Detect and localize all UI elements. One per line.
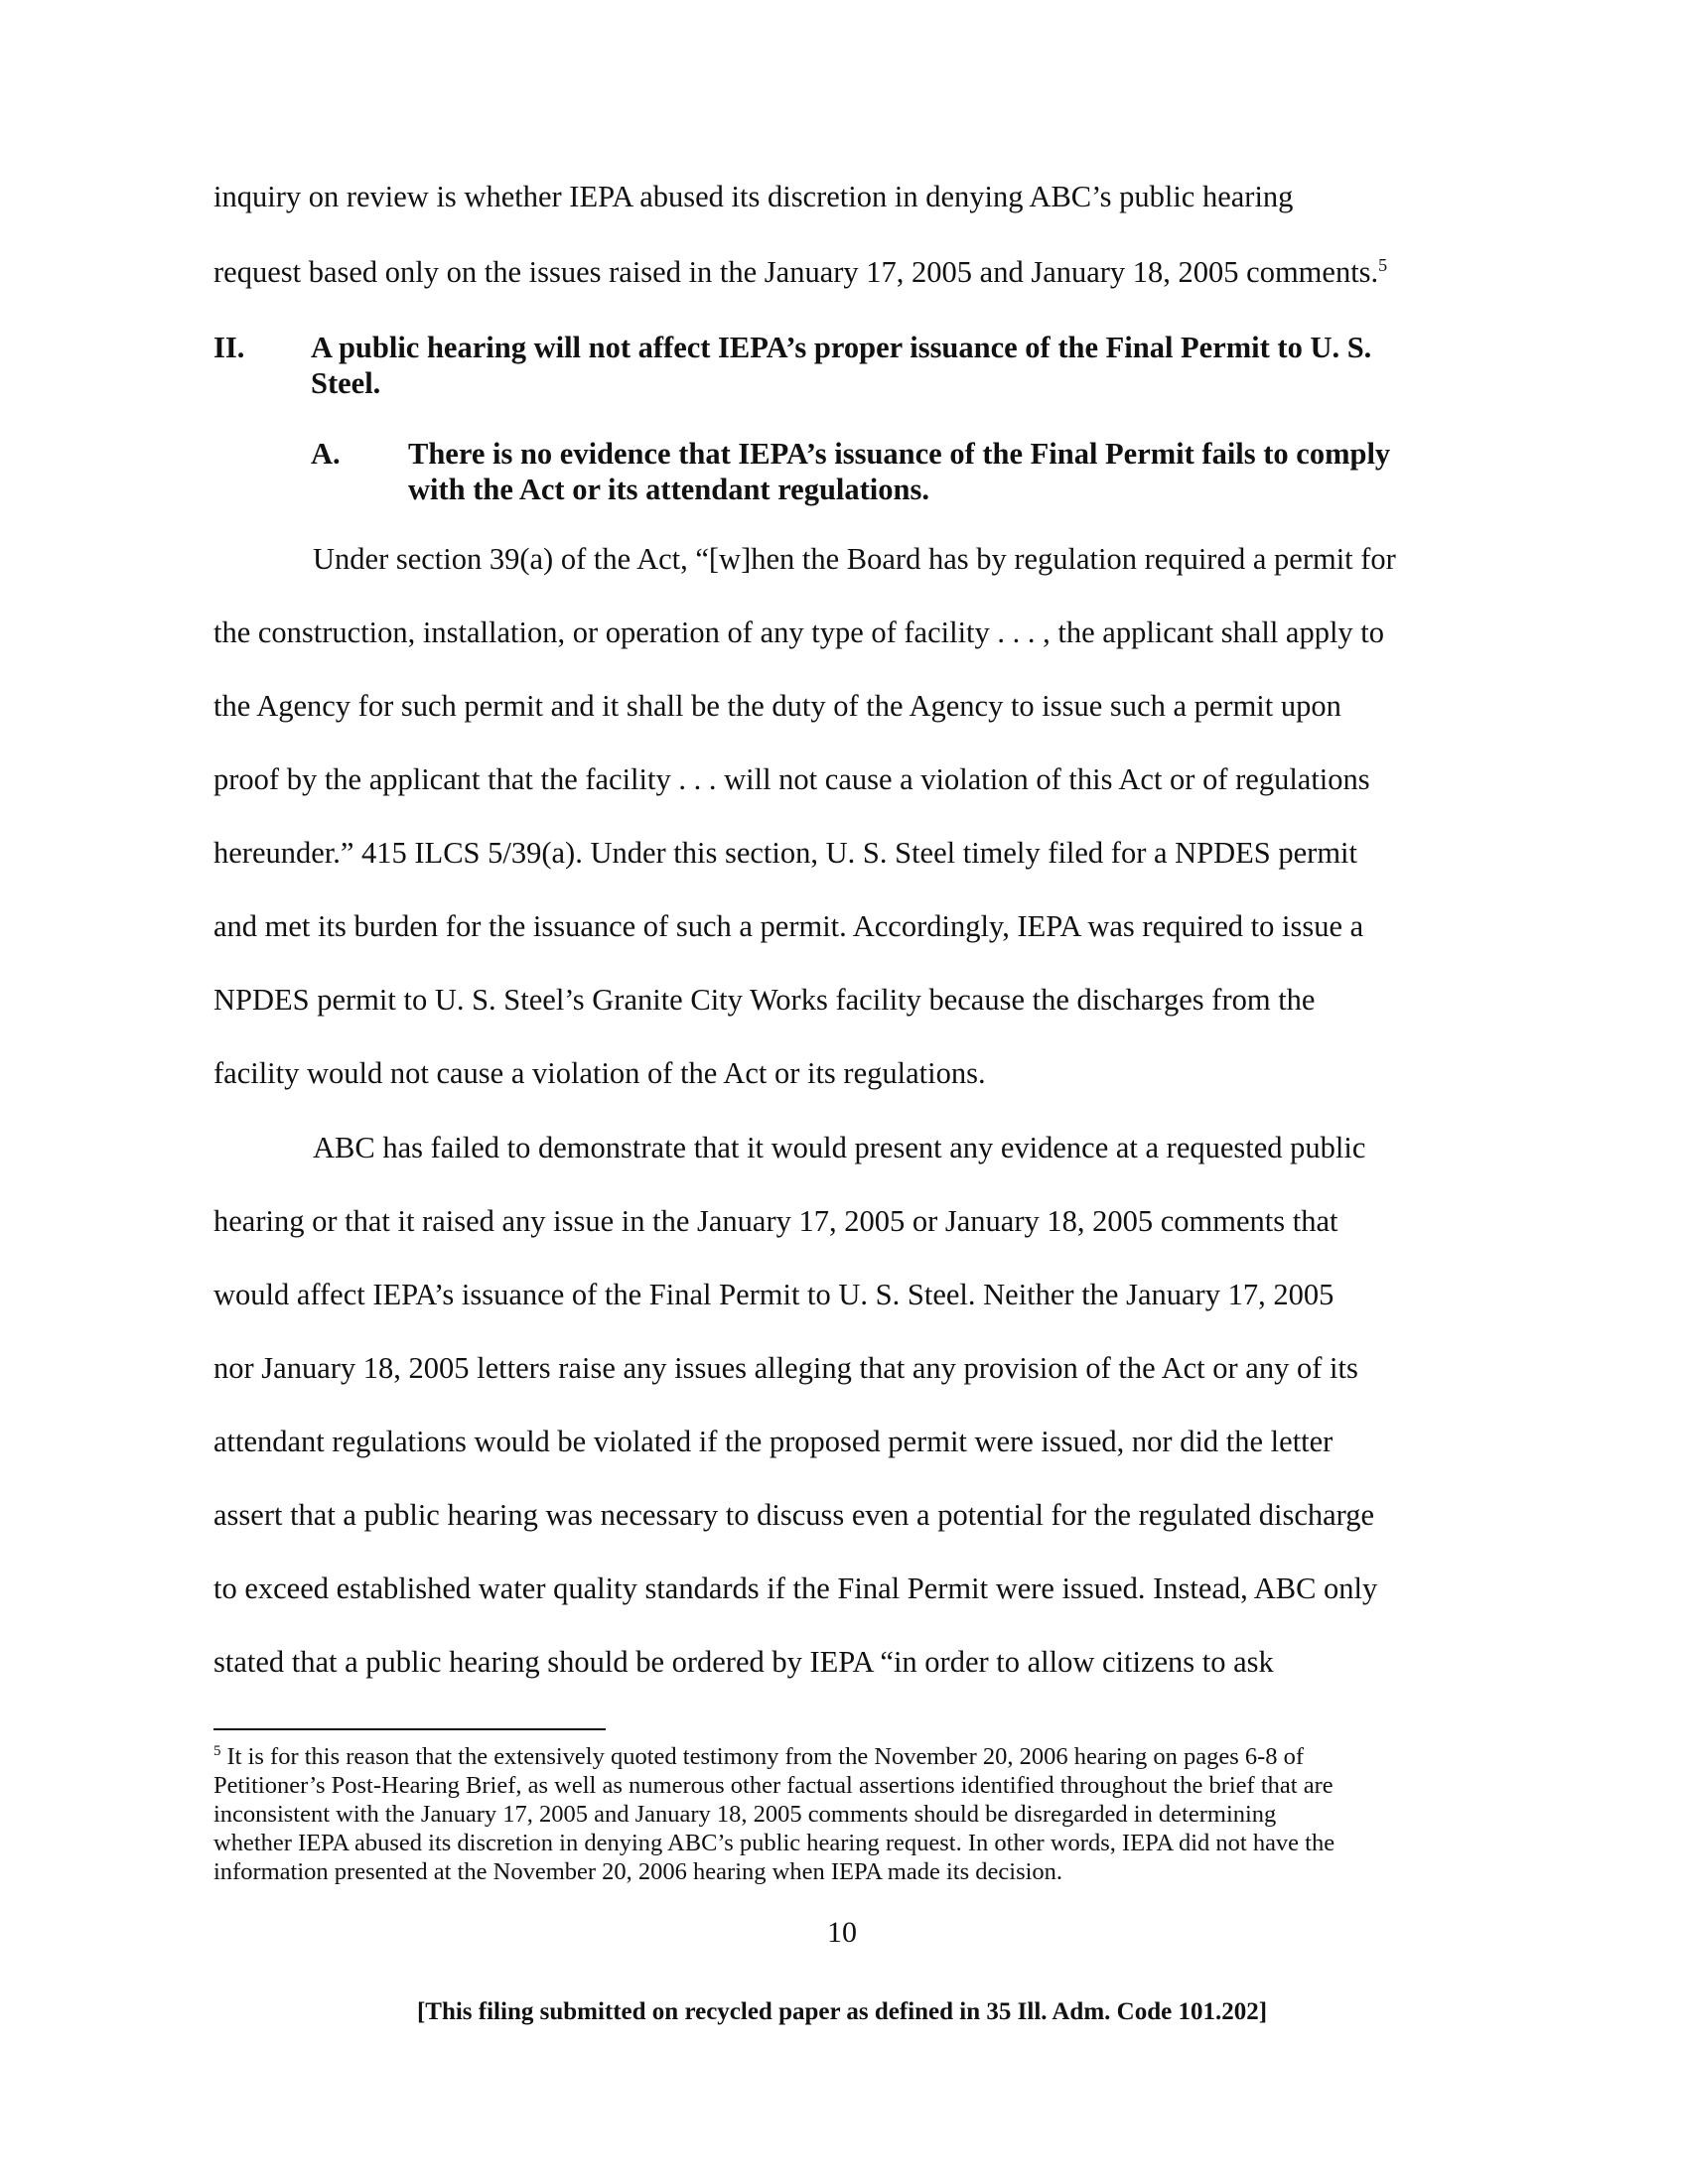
footnote-reference: 5 [1378,254,1388,275]
section-title-line: A public hearing will not affect IEPA’s proper issuance of the Final Permit to U. S. [311,331,1372,364]
subsection-title-line: There is no evidence that IEPA’s issuance of the Final Permit fails to comply [408,437,1391,471]
footnote-text: It is for this reason that the extensively quoted testimony from the November 20, 2006 hearing on pages 6-8 of [226,1743,1305,1770]
footnote-marker: 5 [213,1742,221,1759]
body-line-text: request based only on the issues raised in the January 17, 2005 and January 18, 2005 comments. [213,255,1379,289]
footnote-line: whether IEPA abused its discretion in denying ABC’s public hearing request. In other words, IEPA did not have the [213,1830,1335,1856]
body-line [213,254,1494,290]
paragraph-1-line: hereunder.” 415 ILCS 5/39(a). Under this section, U. S. Steel timely filed for a NPDES permit [213,836,1358,870]
subsection-title-line: with the Act or its attendant regulations. [408,473,929,506]
footnote-separator [213,1728,606,1730]
paragraph-1-line: facility would not cause a violation of the Act or its regulations. [213,1056,986,1090]
paragraph-2-line: assert that a public hearing was necessary to discuss even a potential for the regulated discharge [213,1498,1375,1532]
section-number: II. [213,331,245,364]
paragraph-2-line: hearing or that it raised any issue in the January 17, 2005 or January 18, 2005 comments that [213,1204,1338,1238]
paragraph-1-line: Under section 39(a) of the Act, “[w]hen the Board has by regulation required a permit for [313,542,1396,576]
paragraph-2-line: ABC has failed to demonstrate that it would present any evidence at a requested public [313,1131,1366,1164]
footnote-line: information presented at the November 20, 2006 hearing when IEPA made its decision. [213,1858,1063,1885]
paragraph-1-line: the Agency for such permit and it shall be the duty of the Agency to issue such a permit upon [213,689,1341,723]
paragraph-2-line: would affect IEPA’s issuance of the Final Permit to U. S. Steel. Neither the January 17, 2005 [213,1278,1334,1311]
page-number: 10 [827,1916,857,1949]
section-title-line: Steel. [311,366,381,400]
paragraph-1-line: NPDES permit to U. S. Steel’s Granite City Works facility because the discharges from the [213,983,1316,1017]
footnote-line: Petitioner’s Post-Hearing Brief, as well as numerous other factual assertions identified throughout the brief that are [213,1772,1333,1799]
paragraph-2-line: stated that a public hearing should be ordered by IEPA “in order to allow citizens to ask [213,1645,1274,1679]
paragraph-1-line: proof by the applicant that the facility . . . will not cause a violation of this Act or of regulations [213,762,1370,796]
paragraph-1-line: the construction, installation, or operation of any type of facility . . . , the applicant shall apply to [213,615,1385,649]
paragraph-1-line: and met its burden for the issuance of such a permit. Accordingly, IEPA was required to issue a [213,909,1364,943]
footnote-line [213,1742,1504,1771]
paragraph-2-line: to exceed established water quality standards if the Final Permit were issued. Instead, ABC only [213,1571,1378,1605]
paragraph-2-line: attendant regulations would be violated if the proposed permit were issued, nor did the letter [213,1425,1333,1458]
recycled-paper-notice: [This filing submitted on recycled paper as defined in 35 Ill. Adm. Code 101.202] [416,1998,1268,2025]
body-line: inquiry on review is whether IEPA abused its discretion in denying ABC’s public hearing [213,180,1294,213]
paragraph-2-line: nor January 18, 2005 letters raise any issues alleging that any provision of the Act or any of its [213,1351,1358,1385]
footnote-line: inconsistent with the January 17, 2005 and January 18, 2005 comments should be disregarded in determining [213,1801,1277,1828]
subsection-letter: A. [311,437,341,471]
